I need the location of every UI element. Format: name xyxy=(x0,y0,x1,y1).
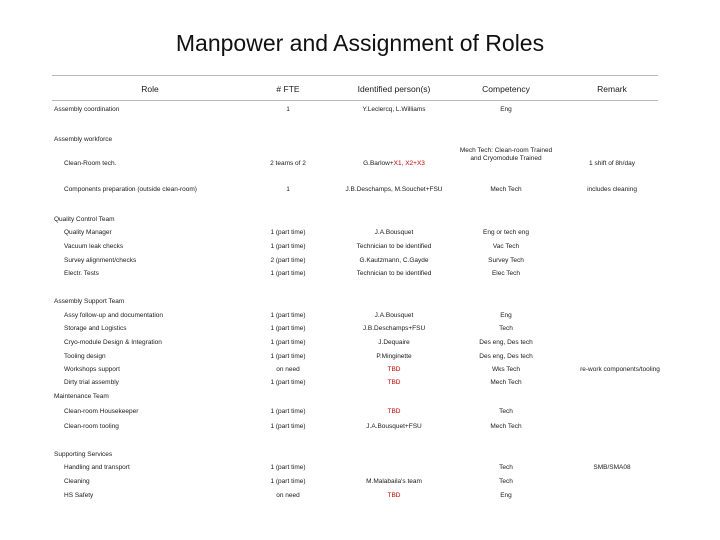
competency-electr-tests: Elec Tech xyxy=(491,270,521,277)
competency-storage-logistics: Tech xyxy=(499,325,513,332)
remark-clean-room-tech: 1 shift of 8h/day xyxy=(589,160,635,167)
fte-cryo-design: 1 (part time) xyxy=(270,339,306,346)
role-assy-followup: Assy follow-up and documentation xyxy=(64,312,164,319)
role-workshops-support: Workshops support xyxy=(64,366,120,373)
remark-components-prep: includes cleaning xyxy=(587,186,637,193)
role-electr-tests: Electr. Tests xyxy=(64,270,99,277)
person-quality-manager: J.A.Bousquet xyxy=(374,229,414,236)
person-workshops-support: TBD xyxy=(387,366,401,373)
fte-cleaning: 1 (part time) xyxy=(270,478,306,485)
role-assembly-coordination: Assembly coordination xyxy=(54,106,120,113)
fte-workshops-support: on need xyxy=(276,366,300,373)
person-clean-room-tech-placeholders: X1, X2+X3 xyxy=(393,160,425,167)
person-clean-room-tech xyxy=(363,160,425,168)
section-qc-team: Quality Control Team xyxy=(54,216,115,223)
role-clean-room-tech: Clean-Room tech. xyxy=(64,160,117,167)
person-hs-safety: TBD xyxy=(387,492,401,499)
competency-clean-room-housekeeper: Tech xyxy=(499,408,513,415)
competency-quality-manager: Eng or tech eng xyxy=(483,229,529,236)
competency-survey-alignment: Survey Tech xyxy=(488,257,524,264)
fte-assy-followup: 1 (part time) xyxy=(270,312,306,319)
role-storage-logistics: Storage and Logistics xyxy=(64,325,127,332)
col-header-competency: Competency xyxy=(482,84,530,94)
section-assembly-workforce: Assembly workforce xyxy=(54,136,113,143)
section-supporting-services: Supporting Services xyxy=(54,451,113,458)
competency-assy-followup: Eng xyxy=(500,312,512,319)
header-bottom-rule xyxy=(52,100,658,101)
fte-storage-logistics: 1 (part time) xyxy=(270,325,306,332)
role-cleaning: Cleaning xyxy=(64,478,90,485)
role-tooling-design: Tooling design xyxy=(64,353,106,360)
person-components-prep: J.B.Deschamps, M.Souchet+FSU xyxy=(345,186,443,193)
fte-dirty-trial: 1 (part time) xyxy=(270,379,306,386)
fte-components-prep: 1 xyxy=(286,186,290,193)
col-header-fte: # FTE xyxy=(276,84,300,94)
role-components-prep: Components preparation (outside clean-room) xyxy=(64,186,197,193)
competency-workshops-support: Wks Tech xyxy=(491,366,521,373)
col-header-role: Role xyxy=(141,84,159,94)
competency-assembly-coordination: Eng xyxy=(500,106,512,113)
page-title: Manpower and Assignment of Roles xyxy=(175,30,545,56)
remark-handling-transport: SMB/SMA08 xyxy=(593,464,631,471)
competency-components-prep: Mech Tech xyxy=(490,186,522,193)
competency-vacuum-leak: Vac Tech xyxy=(492,243,520,250)
role-handling-transport: Handling and transport xyxy=(64,464,130,471)
col-header-person: Identified person(s) xyxy=(357,84,431,94)
role-vacuum-leak: Vacuum leak checks xyxy=(64,243,124,250)
role-survey-alignment: Survey alignment/checks xyxy=(64,257,137,264)
role-clean-room-tooling: Clean-room tooling xyxy=(64,423,119,430)
person-survey-alignment: G.Kautzmann, C.Gayde xyxy=(359,257,429,264)
person-clean-room-tooling: J.A.Bousquet+FSU xyxy=(366,423,422,430)
fte-hs-safety: on need xyxy=(276,492,300,499)
person-tooling-design: P.Minginette xyxy=(376,353,412,360)
person-clean-room-tech-name: G.Barlow+ xyxy=(363,160,394,167)
fte-survey-alignment: 2 (part time) xyxy=(270,257,306,264)
competency-cryo-design: Des eng, Des tech xyxy=(479,339,533,346)
header-top-rule xyxy=(52,75,658,76)
fte-clean-room-housekeeper: 1 (part time) xyxy=(270,408,306,415)
person-cleaning: M.Malabaila's team xyxy=(366,478,422,485)
competency-clean-room-tooling: Mech Tech xyxy=(490,423,522,430)
section-support-team: Assembly Support Team xyxy=(54,298,125,305)
role-quality-manager: Quality Manager xyxy=(64,229,112,236)
fte-assembly-coordination: 1 xyxy=(286,106,290,113)
fte-clean-room-tech: 2 teams of 2 xyxy=(270,160,306,167)
person-vacuum-leak: Technician to be identified xyxy=(356,243,432,250)
role-hs-safety: HS Safety xyxy=(64,492,94,499)
competency-dirty-trial: Mech Tech xyxy=(490,379,522,386)
fte-quality-manager: 1 (part time) xyxy=(270,229,306,236)
person-dirty-trial: TBD xyxy=(387,379,401,386)
remark-workshops-support: re-work components/tooling xyxy=(580,366,660,373)
role-dirty-trial: Dirty trial assembly xyxy=(64,379,119,386)
section-maintenance-team: Maintenance Team xyxy=(54,393,109,400)
fte-vacuum-leak: 1 (part time) xyxy=(270,243,306,250)
competency-hs-safety: Eng xyxy=(500,492,512,499)
role-clean-room-housekeeper: Clean-room Housekeeper xyxy=(64,408,139,415)
competency-tooling-design: Des eng, Des tech xyxy=(479,353,533,360)
role-cryo-design: Cryo-module Design & Integration xyxy=(64,339,162,346)
person-cryo-design: J.Dequaire xyxy=(378,339,410,346)
competency-handling-transport: Tech xyxy=(499,464,513,471)
person-assembly-coordination: Y.Leclercq, L.Williams xyxy=(362,106,426,113)
person-electr-tests: Technician to be identified xyxy=(356,270,432,277)
person-storage-logistics: J.B.Deschamps+FSU xyxy=(362,325,426,332)
person-assy-followup: J.A.Bousquet xyxy=(374,312,414,319)
fte-handling-transport: 1 (part time) xyxy=(270,464,306,471)
col-header-remark: Remark xyxy=(597,84,627,94)
fte-tooling-design: 1 (part time) xyxy=(270,353,306,360)
competency-clean-room-tech: Mech Tech: Clean-room Trained and Cryomodule Trained xyxy=(459,147,553,162)
fte-clean-room-tooling: 1 (part time) xyxy=(270,423,306,430)
person-clean-room-housekeeper: TBD xyxy=(387,408,401,415)
competency-cleaning: Tech xyxy=(499,478,513,485)
fte-electr-tests: 1 (part time) xyxy=(270,270,306,277)
